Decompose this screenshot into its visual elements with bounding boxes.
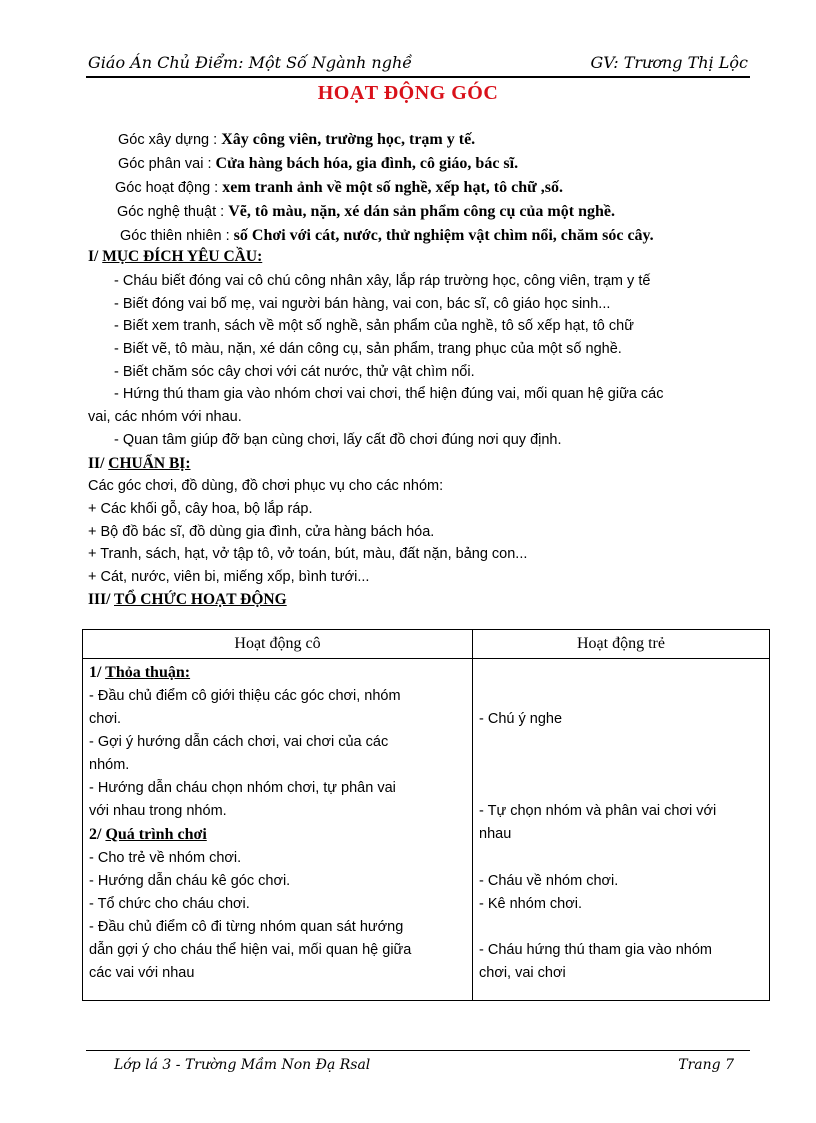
corner-value: xem tranh ảnh về một số nghề, xếp hạt, tô chữ ,số. — [222, 179, 563, 196]
preparation-intro: Các góc chơi, đồ dùng, đồ chơi phục vụ cho các nhóm: — [88, 478, 444, 494]
page-header — [86, 46, 750, 78]
step-heading-play-process — [89, 823, 466, 846]
teacher-line: - Gợi ý hướng dẫn cách chơi, vai chơi của các — [89, 734, 389, 750]
teacher-line: dẫn gợi ý cho cháu thể hiện vai, mối quan hệ giữa — [89, 942, 412, 958]
page-footer — [86, 1050, 750, 1079]
section-number: I/ — [88, 248, 103, 265]
teacher-line: với nhau trong nhóm. — [89, 803, 227, 819]
corner-label: Góc nghệ thuật : — [117, 204, 229, 220]
page-title: HOẠT ĐỘNG GÓC — [317, 82, 499, 104]
table-body-row — [83, 659, 770, 1001]
section-organization-heading — [88, 591, 287, 609]
teacher-line: các vai với nhau — [89, 965, 195, 981]
table-header-row — [83, 630, 770, 659]
section-objectives-heading — [88, 248, 262, 266]
objective-item-continued: vai, các nhóm với nhau. — [88, 409, 242, 425]
footer-class-school: Lớp lá 3 - Trường Mầm Non Đạ Rsal — [114, 1057, 371, 1073]
section-number: II/ — [88, 455, 109, 472]
children-line: nhau — [479, 826, 512, 842]
teacher-line: - Tổ chức cho cháu chơi. — [89, 896, 250, 912]
objective-item: - Biết đóng vai bố mẹ, vai người bán hàng, vai con, bác sĩ, cô giáo học sinh... — [114, 296, 611, 312]
children-line: - Chú ý nghe — [479, 711, 563, 727]
header-teacher-name: GV: Trương Thị Lộc — [590, 53, 748, 72]
corner-art — [117, 202, 615, 221]
corner-value: Vẽ, tô màu, nặn, xé dán sản phẩm công cụ của một nghề. — [228, 203, 615, 220]
children-activity-header: Hoạt động trẻ — [473, 630, 770, 659]
header-course-title: Giáo Án Chủ Điểm: Một Số Ngành nghề — [88, 53, 413, 72]
teacher-line: - Đầu chủ điểm cô giới thiệu các góc chơi, nhóm — [89, 688, 401, 704]
step-title: Thỏa thuận: — [105, 664, 191, 681]
corner-construction — [118, 130, 475, 149]
section-title: MỤC ĐÍCH YÊU CẦU: — [102, 248, 263, 265]
preparation-item: + Tranh, sách, hạt, vở tập tô, vở toán, bút, màu, đất nặn, bảng con... — [88, 546, 528, 562]
preparation-item: + Bộ đồ bác sĩ, đồ dùng gia đình, cửa hàng bách hóa. — [88, 524, 435, 540]
corner-label: Góc thiên nhiên : — [120, 228, 234, 244]
teacher-line: nhóm. — [89, 757, 130, 773]
corner-value: Xây công viên, trường học, trạm y tế. — [221, 131, 476, 148]
corner-label: Góc phân vai : — [118, 156, 216, 172]
objective-item: - Biết xem tranh, sách về một số nghề, sản phẩm của nghề, tô số xếp hạt, tô chữ — [114, 318, 634, 334]
section-title: CHUẨN BỊ: — [108, 455, 191, 472]
children-line: chơi, vai chơi — [479, 965, 566, 981]
children-line: - Kê nhóm chơi. — [479, 896, 582, 912]
section-preparation-heading — [88, 455, 191, 473]
corner-role-play — [118, 154, 518, 173]
corner-value: Cửa hàng bách hóa, gia đình, cô giáo, bác sĩ. — [215, 155, 519, 172]
step-number: 1/ — [89, 664, 106, 681]
teacher-line: chơi. — [89, 711, 122, 727]
objective-item: - Cháu biết đóng vai cô chú công nhân xây, lắp ráp trường học, công viên, trạm y tế — [114, 273, 651, 289]
footer-page-number: Trang 7 — [678, 1057, 734, 1073]
teacher-activity-cell — [83, 659, 473, 1001]
children-activity-cell — [473, 659, 770, 1001]
corner-activity — [115, 178, 563, 197]
teacher-line: - Đầu chủ điểm cô đi từng nhóm quan sát hướng — [89, 919, 404, 935]
teacher-line: - Hướng dẫn cháu chọn nhóm chơi, tự phân vai — [89, 780, 396, 796]
teacher-line: - Hướng dẫn cháu kê góc chơi. — [89, 873, 291, 889]
children-line: - Tự chọn nhóm và phân vai chơi với — [479, 803, 717, 819]
teacher-line: - Cho trẻ về nhóm chơi. — [89, 850, 242, 866]
step-heading-agreement — [89, 661, 466, 684]
activity-table — [82, 629, 770, 1001]
children-line: - Cháu hứng thú tham gia vào nhóm — [479, 942, 712, 958]
objective-item: - Hứng thú tham gia vào nhóm chơi vai chơi, thể hiện đúng vai, mối quan hệ giữa các — [114, 386, 664, 402]
corner-label: Góc hoạt động : — [115, 180, 223, 196]
corner-nature — [120, 226, 654, 245]
teacher-activity-header: Hoạt động cô — [83, 630, 473, 659]
objective-item: - Biết vẽ, tô màu, nặn, xé dán công cụ, sản phẩm, trang phục của một số nghề. — [114, 341, 622, 357]
step-number: 2/ — [89, 826, 106, 843]
objective-item: - Quan tâm giúp đỡ bạn cùng chơi, lấy cất đồ chơi đúng nơi quy định. — [114, 432, 562, 448]
section-title: TỔ CHỨC HOẠT ĐỘNG — [114, 591, 287, 608]
children-line: - Cháu về nhóm chơi. — [479, 873, 619, 889]
section-number: III/ — [88, 591, 114, 608]
step-title: Quá trình chơi — [105, 826, 207, 843]
objective-item: - Biết chăm sóc cây chơi với cát nước, thử vật chìm nổi. — [114, 364, 475, 380]
corner-value: số Chơi với cát, nước, thử nghiệm vật chìm nổi, chăm sóc cây. — [233, 227, 654, 244]
preparation-item: + Cát, nước, viên bi, miếng xốp, bình tưới... — [88, 569, 370, 585]
corner-label: Góc xây dựng : — [118, 132, 222, 148]
preparation-item: + Các khối gỗ, cây hoa, bộ lắp ráp. — [88, 501, 313, 517]
